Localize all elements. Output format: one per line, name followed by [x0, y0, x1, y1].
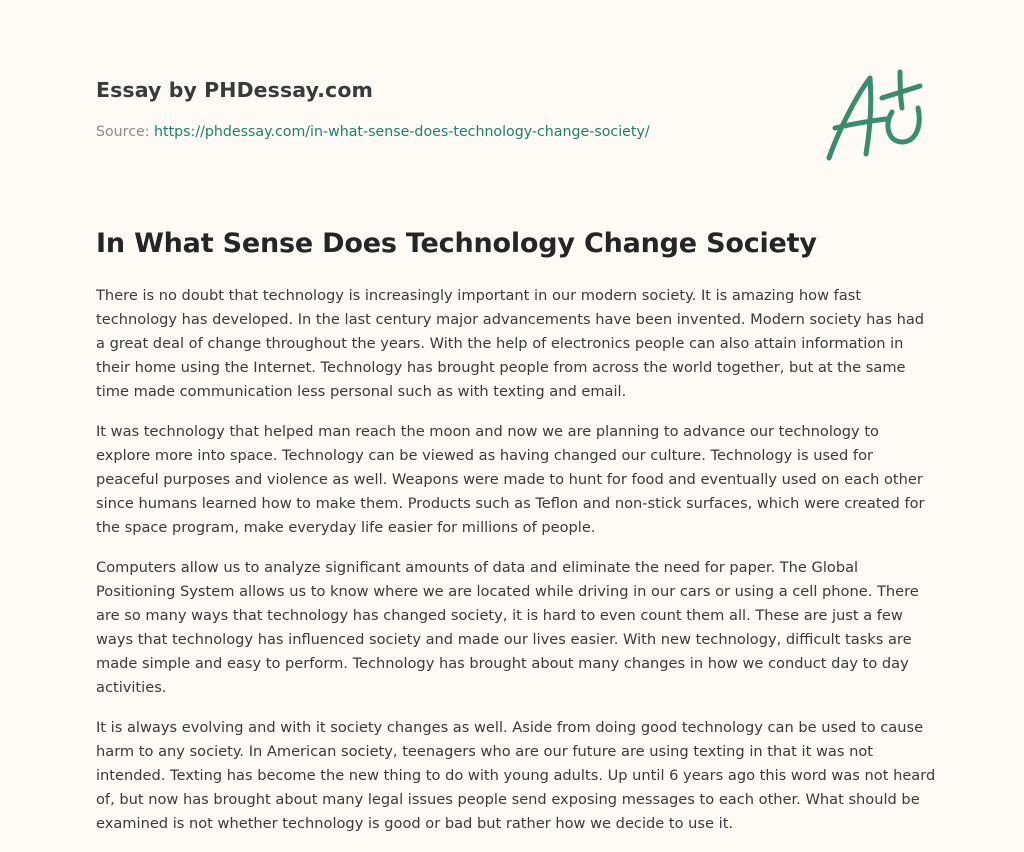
- essay-paragraph: Computers allow us to analyze significant amounts of data and eliminate the need for paper. The Global Positioning System allows us to know where we are located while driving in our cars or using a cell phone. There are so many ways that technology has changed society, it is hard to even count them all. These are just a few ways that technology has influenced society and made our lives easier. With new technology, difficult tasks are made simple and easy to perform. Technology has brought about many changes in how we conduct day to day activities.: [96, 559, 919, 696]
- essay-paragraph: It was technology that helped man reach the moon and now we are planning to advance our technology to explore more into space. Technology can be viewed as having changed our culture. Technology is used for peaceful purposes and violence as well. Weapons were made to hunt for food and eventually used on each other since humans learned how to make them. Products such as Teflon and non-stick surfaces, which were created for the space program, make everyday life easier for millions of people.: [96, 423, 925, 536]
- source-label: Source:: [96, 124, 150, 140]
- essay-body: [96, 284, 936, 852]
- site-title: Essay by PHDessay.com: [96, 78, 373, 102]
- source-link[interactable]: https://phdessay.com/in-what-sense-does-technology-change-society/: [154, 124, 650, 140]
- essay-title: In What Sense Does Technology Change Society: [96, 228, 817, 259]
- essay-paragraph: There is no doubt that technology is increasingly important in our modern society. It is amazing how fast technology has developed. In the last century major advancements have been invented. Modern society has had a great deal of change throughout the years. With the help of electronics people can also attain information in their home using the Internet. Technology has brought people from across the world together, but at the same time made communication less personal such as with texting and email.: [96, 287, 925, 400]
- a-plus-logo-icon: [822, 68, 926, 164]
- source-line: [96, 122, 796, 142]
- essay-paragraph: It is always evolving and with it society changes as well. Aside from doing good technology can be used to cause harm to any society. In American society, teenagers who are our future are using texting in that it was not intended. Texting has become the new thing to do with young adults. Up until 6 years ago this word was not heard of, but now has brought about many legal issues people send exposing messages to each other. What should be examined is not whether technology is good or bad but rather how we decide to use it.: [96, 719, 936, 832]
- essay-header: [96, 76, 796, 142]
